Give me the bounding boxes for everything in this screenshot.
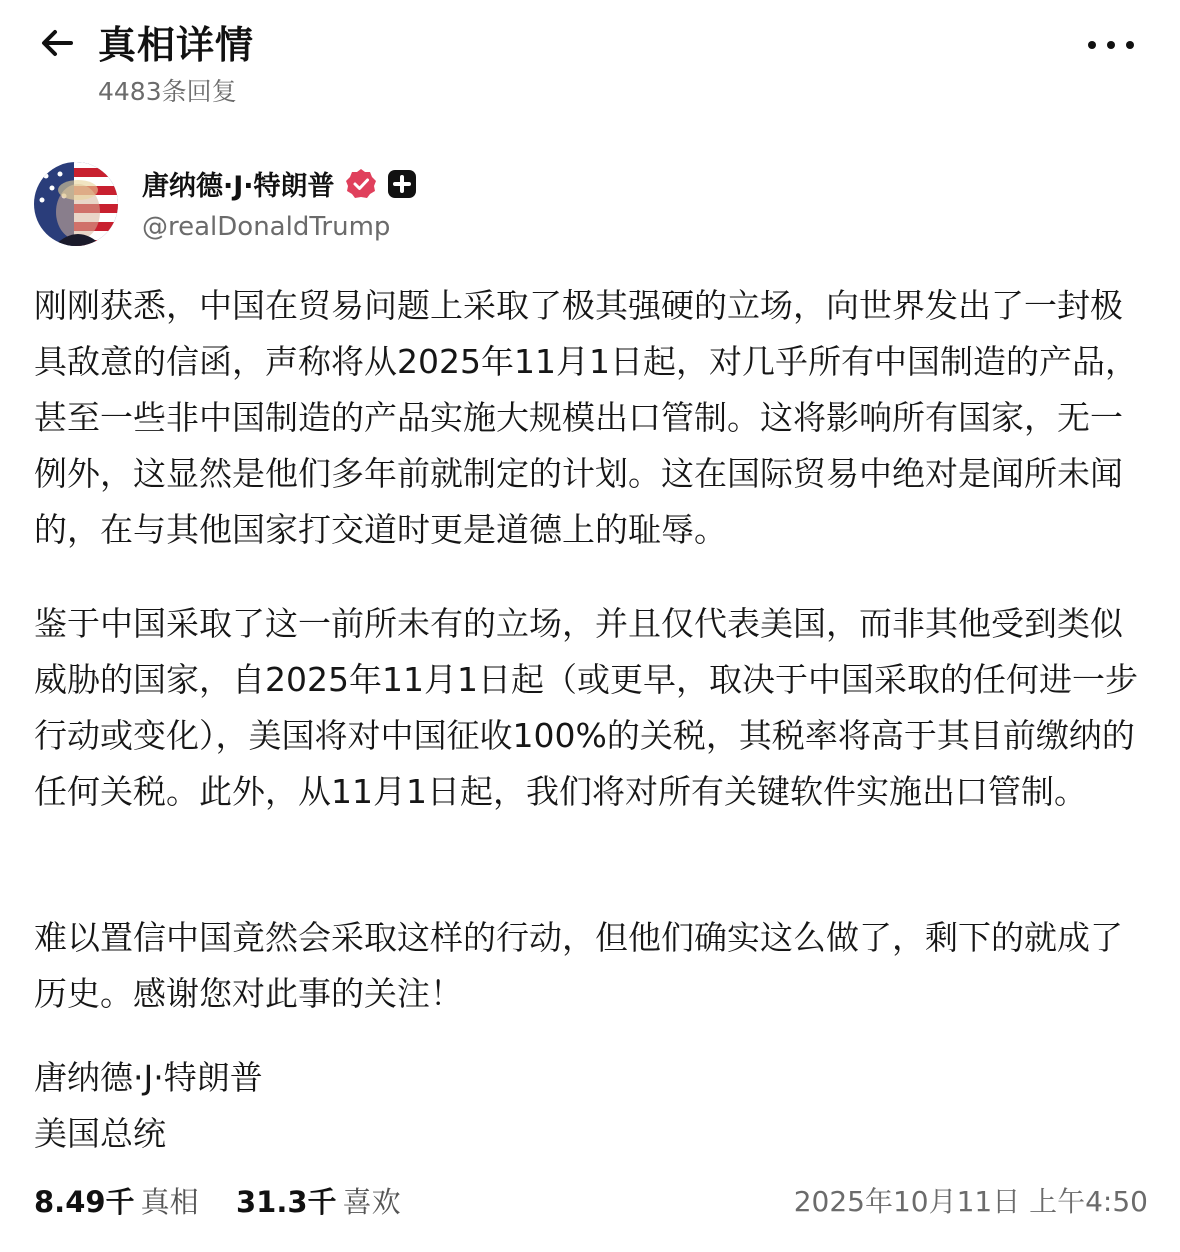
- plus-badge-icon: [387, 169, 417, 199]
- likes-stat[interactable]: [236, 1180, 401, 1221]
- back-button[interactable]: [34, 20, 80, 66]
- post-timestamp: 2025年10月11日 上午4:50: [793, 1185, 1148, 1218]
- likes-count: 31.3千: [236, 1185, 337, 1219]
- reply-count: 4483条回复: [98, 77, 237, 106]
- truths-stat[interactable]: [34, 1180, 199, 1221]
- post-paragraph: 难以置信中国竟然会采取这样的行动，但他们确实这么做了，剩下的就成了历史。感谢您对此事的关注！: [34, 918, 1123, 1013]
- signature-name: 唐纳德·J·特朗普: [34, 1058, 263, 1097]
- post-footer: [34, 1176, 1148, 1226]
- arrow-left-icon: [39, 25, 75, 61]
- post-paragraph: 刚刚获悉，中国在贸易问题上采取了极其强硬的立场，向世界发出了一封极具敌意的信函，声称将从2025年11月1日起，对几乎所有中国制造的产品，甚至一些非中国制造的产品实施大规模出口管制。这将影响所有国家，无一例外，这显然是他们多年前就制定的计划。这在国际贸易中绝对是闻所未闻的，在与其他国家打交道时更是道德上的耻辱。: [34, 286, 1138, 549]
- top-bar: [0, 0, 1180, 120]
- author-handle[interactable]: @realDonaldTrump: [142, 212, 391, 242]
- post-paragraph: 鉴于中国采取了这一前所未有的立场，并且仅代表美国，而非其他受到类似威胁的国家，自2025年11月1日起（或更早，取决于中国采取的任何进一步行动或变化），美国将对中国征收100%的关税，其税率将高于其目前缴纳的任何关税。此外，从11月1日起，我们将对所有关键软件实施出口管制。: [34, 604, 1138, 811]
- truths-label: 真相: [140, 1185, 199, 1219]
- author-name[interactable]: 唐纳德·J·特朗普: [142, 171, 335, 202]
- avatar-image: [34, 162, 118, 246]
- more-dot: [1126, 41, 1134, 49]
- truths-count: 8.49千: [34, 1185, 135, 1219]
- signature-title: 美国总统: [34, 1114, 166, 1153]
- author-name-row: [142, 164, 417, 203]
- more-dot: [1107, 41, 1115, 49]
- verified-badge-icon: [345, 168, 377, 200]
- author-block: [34, 160, 1134, 250]
- avatar[interactable]: [34, 162, 118, 246]
- page-title: 真相详情: [98, 23, 255, 67]
- more-button[interactable]: [1088, 34, 1134, 56]
- more-horizontal-icon: [1088, 41, 1096, 49]
- likes-label: 喜欢: [342, 1185, 401, 1219]
